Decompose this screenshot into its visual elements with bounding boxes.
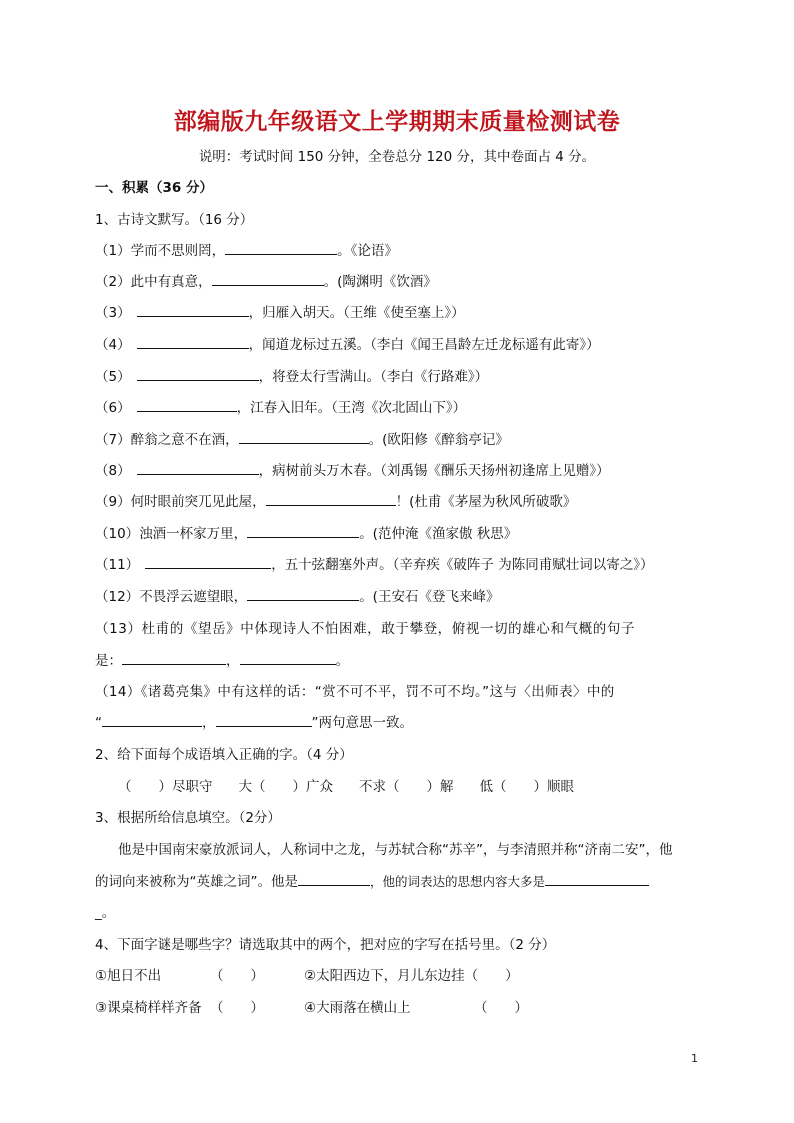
- answer-paren[interactable]: （ ）: [210, 968, 264, 984]
- dictation-item: [95, 649, 349, 669]
- answer-paren[interactable]: （ ）: [210, 1000, 264, 1016]
- item-prefix: 学而不思则罔，: [130, 243, 226, 259]
- question-heading: 1、古诗文默写。（16 分）: [95, 212, 254, 228]
- item-number: （8）: [95, 463, 131, 479]
- question-text: （14）《诸葛亮集》中有这样的话：“赏不可不平，罚不可不均。”这与〈出师表〉中的: [95, 684, 615, 700]
- idiom-item[interactable]: 不求（ ）解: [359, 779, 454, 795]
- item-number: （5）: [95, 369, 131, 385]
- answer-blank[interactable]: [137, 460, 259, 475]
- item-suffix: ，江春入旧年。（王湾《次北固山下》）: [236, 400, 467, 416]
- item-separator: ，: [226, 653, 240, 669]
- dictation-item: [95, 239, 398, 259]
- dictation-item: [95, 711, 413, 731]
- item-separator: ，他的词表达的思想内容大多是: [370, 874, 546, 889]
- riddle-row: [95, 964, 519, 984]
- question-heading: 3、根据所给信息填空。（2分）: [95, 810, 281, 826]
- item-suffix: ，五十弦翻塞外声。（辛弃疾《破阵子 为陈同甫赋壮词以寄之》）: [271, 557, 654, 573]
- item-suffix: ，病树前头万木春。（刘禹锡《酬乐天扬州初逢席上见赠》）: [258, 463, 610, 479]
- item-number: （7）: [95, 432, 131, 448]
- item-suffix: 。(陶渊明《饮酒》: [323, 274, 437, 290]
- answer-blank[interactable]: [545, 871, 649, 886]
- answer-blank[interactable]: [145, 554, 271, 569]
- item-suffix: 。: [335, 653, 349, 669]
- item-number: （4）: [95, 337, 131, 353]
- answer-blank[interactable]: [137, 366, 259, 381]
- answer-blank[interactable]: [298, 871, 370, 886]
- answer-blank[interactable]: [239, 429, 369, 444]
- answer-blank[interactable]: [137, 302, 249, 317]
- item-prefix: 的词向来被称为“英雄之词”。他是: [95, 874, 298, 890]
- answer-blank[interactable]: [212, 271, 324, 286]
- question-text: 他是中国南宋豪放派词人，人称词中之龙，与苏轼合称“苏辛”，与李清照并称“济南二安”，他: [118, 842, 673, 858]
- item-prefix: 浊酒一杯家万里，: [139, 526, 248, 542]
- item-number: （2）: [95, 274, 131, 290]
- dictation-item: [95, 585, 499, 605]
- item-prefix: 此中有真意，: [130, 274, 212, 290]
- answer-blank[interactable]: [240, 650, 336, 665]
- item-number: （6）: [95, 400, 131, 416]
- dictation-item: [95, 553, 653, 573]
- item-number: （1）: [95, 243, 131, 259]
- dictation-item: [95, 428, 509, 448]
- item-prefix: 醉翁之意不在酒，: [130, 432, 239, 448]
- riddle-text: ④大雨落在横山上: [304, 1000, 411, 1016]
- answer-blank[interactable]: [122, 650, 226, 665]
- answer-blank[interactable]: [137, 334, 249, 349]
- item-number: （3）: [95, 305, 131, 321]
- section-heading: 一、积累（36 分）: [95, 180, 213, 196]
- dictation-item: [95, 270, 437, 290]
- page-number: 1: [691, 1052, 698, 1065]
- item-suffix: ！(杜甫《茅屋为秋风所破歌》: [395, 494, 577, 510]
- item-suffix: ，将登太行雪满山。（李白《行路难》）: [258, 369, 489, 385]
- question-heading: 2、给下面每个成语填入正确的字。（4 分）: [95, 747, 353, 763]
- item-number: （10）: [95, 526, 140, 542]
- idiom-item[interactable]: （ ）尽职守: [118, 779, 213, 795]
- riddle-text: ①旭日不出: [95, 968, 162, 984]
- answer-blank[interactable]: [137, 397, 237, 412]
- dictation-item: [95, 301, 465, 321]
- dictation-item: [95, 459, 610, 479]
- idiom-item[interactable]: 低（ ）顺眼: [479, 779, 574, 795]
- item-suffix: 。(欧阳修《醉翁亭记》: [368, 432, 509, 448]
- dictation-item: [95, 333, 600, 353]
- idiom-row: [118, 775, 574, 795]
- item-suffix: 。(范仲淹《渔家傲 秋思》: [359, 526, 518, 542]
- exam-instructions: 说明：考试时间 150 分钟，全卷总分 120 分，其中卷面占 4 分。: [198, 149, 596, 165]
- answer-blank[interactable]: [266, 491, 396, 506]
- dictation-item: [95, 365, 488, 385]
- page-title: 部编版九年级语文上学期期末质量检测试卷: [173, 108, 621, 135]
- answer-blank[interactable]: [247, 523, 359, 538]
- item-prefix: 是：: [95, 653, 122, 669]
- question-heading: 4、下面字谜是哪些字？请选取其中的两个，把对应的字写在括号里。（2 分）: [95, 937, 556, 953]
- idiom-item[interactable]: 大（ ）广众: [238, 779, 333, 795]
- answer-blank[interactable]: [102, 712, 202, 727]
- answer-paren[interactable]: （ ）: [464, 968, 519, 984]
- quote-open: “: [95, 715, 102, 731]
- riddle-row: [95, 996, 528, 1016]
- question-text: _。: [95, 905, 116, 921]
- riddle-text: ③课桌椅样样齐备: [95, 1000, 202, 1016]
- item-prefix: 何时眼前突兀见此屋，: [130, 494, 266, 510]
- item-prefix: 不畏浮云遮望眼，: [139, 589, 248, 605]
- riddle-text: ②太阳西边下，月儿东边挂: [304, 968, 465, 984]
- item-number: （11）: [95, 557, 140, 573]
- item-number: （9）: [95, 494, 131, 510]
- item-suffix: 。《论语》: [337, 243, 398, 259]
- answer-blank[interactable]: [225, 240, 337, 255]
- item-suffix: ，归雁入胡天。（王维《使至塞上》）: [248, 305, 465, 321]
- question-text: [95, 870, 649, 890]
- question-text: （13）杜甫的《望岳》中体现诗人不怕困难，敢于攀登，俯视一切的雄心和气概的句子: [95, 621, 636, 637]
- item-number: （12）: [95, 589, 140, 605]
- answer-paren[interactable]: （ ）: [474, 1000, 528, 1016]
- item-suffix: ，闻道龙标过五溪。（李白《闻王昌龄左迁龙标遥有此寄》）: [248, 337, 600, 353]
- dictation-item: [95, 396, 466, 416]
- item-suffix: 。(王安石《登飞来峰》: [359, 589, 500, 605]
- dictation-item: [95, 522, 517, 542]
- item-suffix: ”两句意思一致。: [311, 715, 413, 731]
- answer-blank[interactable]: [247, 586, 359, 601]
- dictation-item: [95, 490, 576, 510]
- answer-blank[interactable]: [216, 712, 312, 727]
- item-separator: ，: [202, 715, 216, 731]
